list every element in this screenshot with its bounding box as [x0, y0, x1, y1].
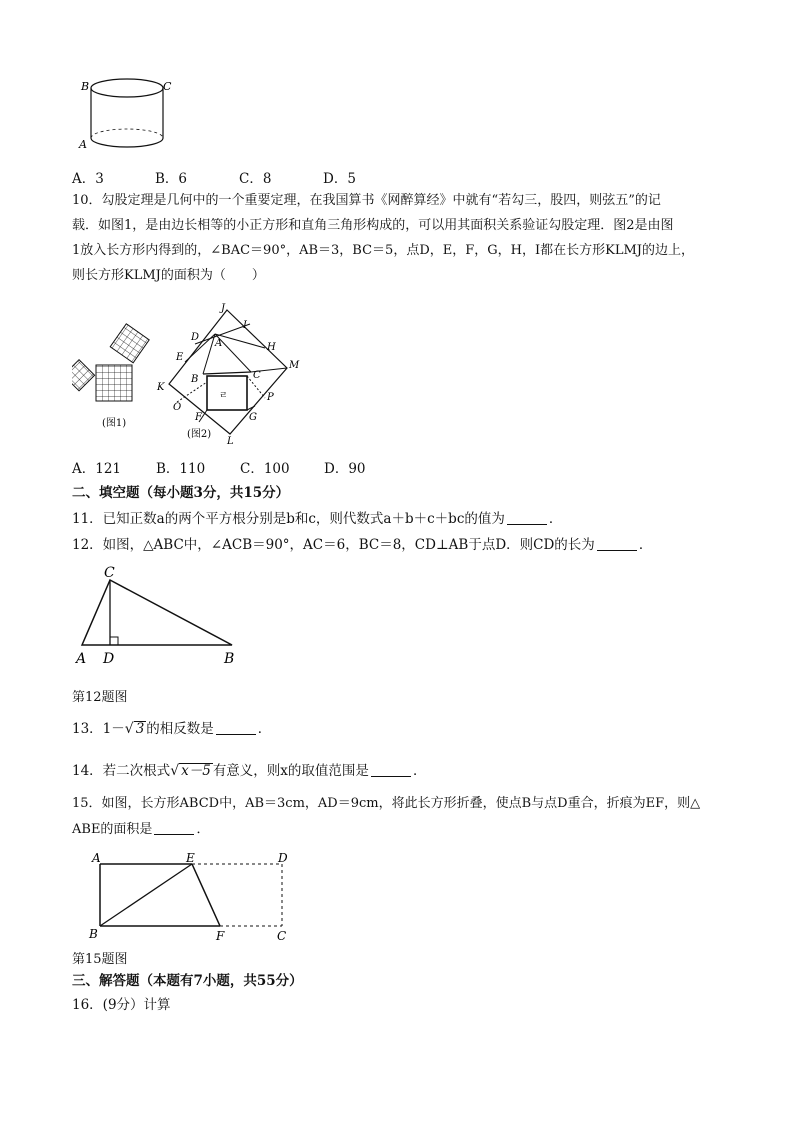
q10-line4: 则长方形KLMJ的面积为（ ）: [72, 268, 265, 283]
q14-radicand: x－5: [181, 763, 211, 779]
section2-heading: 二、填空题（每小题3分，共15分）: [72, 485, 290, 501]
q16: 16．(9分）计算: [72, 997, 171, 1013]
q13: 13．1－√ 3 的相反数是 ．: [72, 721, 272, 737]
label-B: B: [81, 80, 90, 93]
q11-text: 11．已知正数a的两个平方根分别是b和c，则代数式a＋b＋c＋bc的值为: [72, 511, 505, 527]
q12-answer-blank[interactable]: [597, 536, 637, 551]
fig2-caption: (图2): [187, 429, 212, 440]
label-A: A: [79, 138, 87, 151]
fig2-label-G: G: [249, 412, 257, 423]
q11-answer-blank[interactable]: [507, 510, 547, 525]
label-C: C: [163, 80, 172, 93]
q9-choice-a: A．3: [72, 171, 104, 187]
fig2-label-D: D: [191, 332, 200, 343]
q15-label-E: E: [186, 851, 195, 865]
q13-radicand: 3: [135, 721, 145, 737]
q15-line2: ABE的面积是 ．: [72, 822, 210, 837]
q10-choice-a: A．121: [72, 461, 122, 477]
fig2-label-B: B: [191, 374, 199, 385]
q10-choice-d: D．90: [324, 461, 366, 477]
q15-label-B: B: [89, 927, 98, 941]
fig2-label-A: A: [215, 338, 223, 349]
fig2-label-M: M: [289, 360, 300, 371]
q15-caption: 第15题图: [72, 952, 128, 967]
q12-caption: 第12题图: [72, 690, 128, 705]
q9-choice-d: D．5: [323, 171, 356, 187]
q14-answer-blank[interactable]: [371, 762, 411, 777]
q12-label-C: C: [104, 565, 115, 581]
cylinder-figure: [72, 70, 182, 155]
q15-label-A: A: [92, 851, 101, 865]
fig2-label-I: I: [243, 320, 247, 331]
q10-line3: 1放入长方形内得到的，∠BAC＝90°，AB＝3，BC＝5，点D，E，F，G，H，I都在长方形KLMJ的边上，: [72, 243, 694, 258]
q12: 12．如图，△ABC中，∠ACB＝90°，AC＝6，BC＝8，CD⊥AB于点D．则CD的长为 ．: [72, 537, 653, 553]
q15-answer-blank[interactable]: [154, 820, 194, 835]
fig2-label-J: J: [221, 303, 226, 314]
q10-choice-b: B．110: [156, 461, 206, 477]
fig1-caption: (图1): [102, 418, 127, 429]
q14: 14．若二次根式√ x－5 有意义，则x的取值范围是 ．: [72, 763, 427, 779]
fig2-label-E: E: [176, 352, 184, 363]
q12-label-B: B: [224, 651, 235, 667]
q15-label-C: C: [277, 929, 287, 943]
section3-heading: 三、解答题（本题有7小题，共55分）: [72, 973, 303, 989]
q15-figure: [84, 848, 304, 944]
q13-answer-blank[interactable]: [216, 720, 256, 735]
fig2-label-L: L: [227, 436, 234, 444]
fig2-label-P: P: [267, 392, 274, 403]
fig2-label-O: O: [173, 402, 182, 413]
q12-figure: [72, 565, 252, 667]
q10-figure2: [155, 302, 305, 444]
q10-line1: 10．勾股定理是几何中的一个重要定理，在我国算书《网醉算经》中就有“若勾三，股四，则弦五”的记: [72, 193, 661, 208]
q9-choice-b: B．6: [155, 171, 188, 187]
fig2-label-K: K: [157, 382, 165, 393]
fig2-label-C: C: [253, 370, 261, 381]
fig2-label-F: F: [195, 412, 202, 423]
q9-choice-c: C．8: [239, 171, 272, 187]
q12-label-A: A: [76, 651, 87, 667]
q10-choice-c: C．100: [240, 461, 290, 477]
q12-label-D: D: [103, 651, 115, 667]
sqrt-symbol: √: [170, 763, 180, 779]
sqrt-symbol: √: [124, 721, 134, 737]
svg-text:ㄹ: ㄹ: [219, 391, 228, 401]
fig2-label-H: H: [267, 342, 276, 353]
q12-text: 12．如图，△ABC中，∠ACB＝90°，AC＝6，BC＝8，CD⊥AB于点D．则CD的长为: [72, 537, 595, 553]
q15-label-F: F: [216, 929, 225, 943]
q15-label-D: D: [278, 851, 288, 865]
q10-figure1: [72, 318, 164, 438]
q10-line2: 载．如图1，是由边长相等的小正方形和直角三角形构成的，可以用其面积关系验证勾股定理．图2是由图: [72, 218, 674, 233]
q15-line1: 15．如图，长方形ABCD中，AB＝3cm，AD＝9cm，将此长方形折叠，使点B与点D重合，折痕为EF，则△: [72, 796, 701, 811]
q11: 11．已知正数a的两个平方根分别是b和c，则代数式a＋b＋c＋bc的值为 ．: [72, 511, 563, 527]
